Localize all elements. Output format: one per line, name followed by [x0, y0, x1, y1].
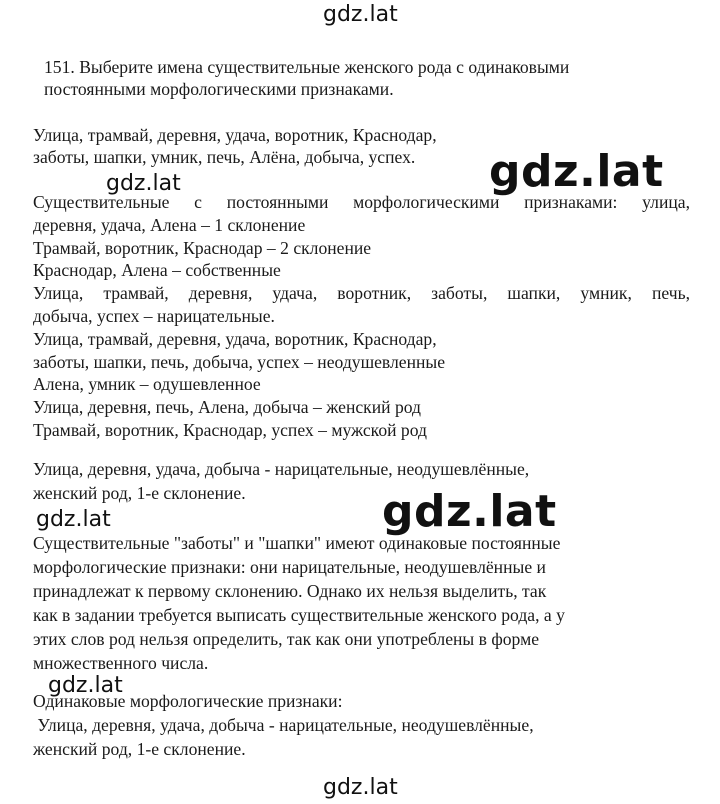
word-list [33, 124, 437, 168]
same-features-line: Улица, деревня, удача, добыча - нарицательные, неодушевлённые, [33, 715, 534, 735]
watermark-bottom: gdz.lat [323, 775, 398, 800]
explanation-line: этих слов род нельзя определить, так как они употреблены в форме [33, 629, 540, 649]
explanation-line: принадлежат к первому склонению. Однако их нельзя выделить, так [33, 581, 547, 601]
explanation-line: множественного числа. [33, 653, 209, 673]
task-line: постоянными морфологическими признаками. [44, 79, 394, 99]
task-statement [44, 56, 569, 100]
same-features-heading: Одинаковые морфологические признаки: [33, 691, 343, 711]
analysis-line: деревня, удача, Алена – 1 склонение [33, 214, 306, 235]
analysis-line: Улица, деревня, печь, Алена, добыча – женский род [33, 397, 421, 418]
word-list-line: Улица, трамвай, деревня, удача, воротник, Краснодар, [33, 125, 437, 145]
analysis-block [33, 191, 690, 442]
analysis-line: Трамвай, воротник, Краснодар, успех – мужской род [33, 419, 427, 440]
word-list-line: заботы, шапки, умник, печь, Алёна, добыча, успех. [33, 147, 416, 167]
explanation-block [33, 532, 683, 676]
answer-block [33, 458, 529, 506]
explanation-line: Существительные "заботы" и "шапки" имеют одинаковые постоянные [33, 533, 561, 553]
watermark-large: gdz.lat [489, 146, 664, 197]
analysis-line: Трамвай, воротник, Краснодар – 2 склонение [33, 237, 372, 258]
watermark-small: gdz.lat [106, 171, 181, 196]
same-features-block [33, 690, 534, 762]
analysis-line: добыча, успех – нарицательные. [33, 305, 275, 326]
watermark-top: gdz.lat [323, 2, 398, 27]
explanation-line: как в задании требуется выписать существительные женского рода, а у [33, 605, 565, 625]
watermark-small: gdz.lat [36, 507, 111, 532]
task-line: 151. Выберите имена существительные женского рода с одинаковыми [44, 57, 570, 77]
answer-line: женский род, 1-е склонение. [33, 483, 246, 503]
explanation-line: морфологические признаки: они нарицательные, неодушевлённые и [33, 557, 546, 577]
analysis-line: Существительные с постоянными морфологическими признаками: улица, [33, 192, 690, 212]
analysis-line: Улица, трамвай, деревня, удача, воротник, Краснодар, [33, 328, 437, 349]
analysis-line: Алена, умник – одушевленное [33, 374, 261, 395]
analysis-line: заботы, шапки, печь, добыча, успех – неодушевленные [33, 351, 446, 372]
analysis-line: Краснодар, Алена – собственные [33, 260, 281, 281]
watermark-large: gdz.lat [382, 486, 557, 537]
analysis-line: Улица, трамвай, деревня, удача, воротник, заботы, шапки, умник, печь, [33, 283, 690, 304]
same-features-line: женский род, 1-е склонение. [33, 739, 246, 759]
watermark-small: gdz.lat [48, 673, 123, 698]
answer-line: Улица, деревня, удача, добыча - нарицательные, неодушевлённые, [33, 459, 530, 479]
